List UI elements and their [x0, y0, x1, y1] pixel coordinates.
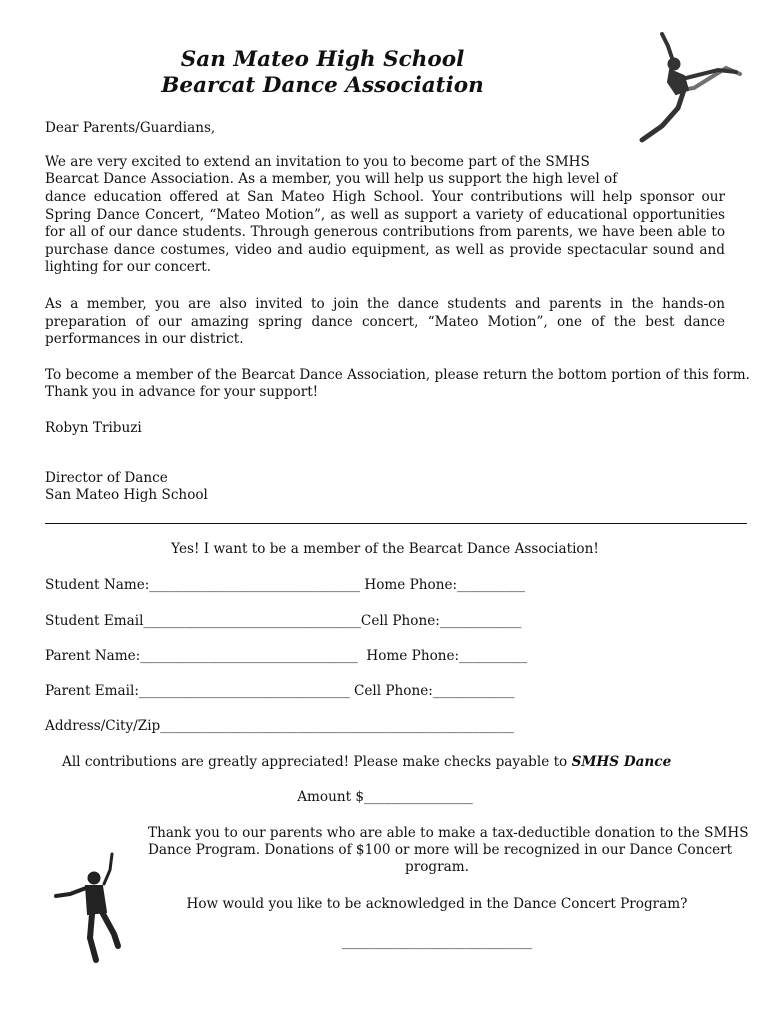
thanks-line-1: Thank you to our parents who are able to make a tax-deductible donation to the SMHS	[148, 825, 749, 841]
parent-email-cell-field[interactable]: Parent Email:_______________________________ Cell Phone:____________	[45, 683, 515, 699]
leaping-dancer-image	[632, 28, 744, 146]
association-title: Bearcat Dance Association	[161, 73, 484, 98]
paragraph-1-line-1: We are very excited to extend an invitation to you to become part of the SMHS	[45, 154, 590, 170]
signature-school: San Mateo High School	[45, 487, 208, 503]
paragraph-1-body: dance education offered at San Mateo High School. Your contributions will help sponsor our Spring Dance Concert, “Mateo Motion”, as well as support a variety of educational opportunities for all of our dance students. Through generous contributions from parents, we have been able to purchase dance costumes, video and audio equipment, as well as provide spectacular sound and lighting for our concert.	[45, 189, 725, 276]
form-heading: Yes! I want to be a member of the Bearcat Dance Association!	[171, 541, 599, 557]
male-dancer-image	[52, 850, 124, 968]
student-email-cell-field[interactable]: Student Email________________________________Cell Phone:____________	[45, 613, 522, 629]
student-name-phone-field[interactable]: Student Name:_______________________________ Home Phone:__________	[45, 577, 526, 593]
paragraph-3-line-2: Thank you in advance for your support!	[45, 384, 319, 400]
signature-name: Robyn Tribuzi	[45, 420, 142, 436]
contributions-text: All contributions are greatly appreciated! Please make checks payable to	[62, 754, 572, 770]
paragraph-3-line-1: To become a member of the Bearcat Dance Association, please return the bottom portion of this form.	[45, 367, 750, 383]
address-field[interactable]: Address/City/Zip____________________________________________________	[45, 718, 514, 734]
acknowledgement-question: How would you like to be acknowledged in the Dance Concert Program?	[186, 896, 688, 912]
check-payee: SMHS Dance	[571, 754, 672, 770]
acknowledgement-field[interactable]: ____________________________	[341, 934, 533, 950]
paragraph-2: As a member, you are also invited to join the dance students and parents in the hands-on preparation of our amazing spring dance concert, “Mateo Motion”, one of the best dance performances in our district.	[45, 296, 725, 348]
signature-title: Director of Dance	[45, 470, 168, 486]
school-title: San Mateo High School	[180, 47, 465, 72]
paragraph-1-line-2: Bearcat Dance Association. As a member, you will help us support the high level of	[45, 171, 618, 187]
parent-name-phone-field[interactable]: Parent Name:________________________________ Home Phone:__________	[45, 648, 528, 664]
thanks-line-2: Dance Program. Donations of $100 or more will be recognized in our Dance Concert	[148, 842, 733, 858]
amount-field[interactable]: Amount $________________	[297, 789, 473, 805]
tear-off-divider	[45, 523, 747, 524]
contributions-note	[62, 754, 671, 771]
salutation: Dear Parents/Guardians,	[45, 120, 216, 136]
thanks-line-3: program.	[405, 859, 469, 875]
